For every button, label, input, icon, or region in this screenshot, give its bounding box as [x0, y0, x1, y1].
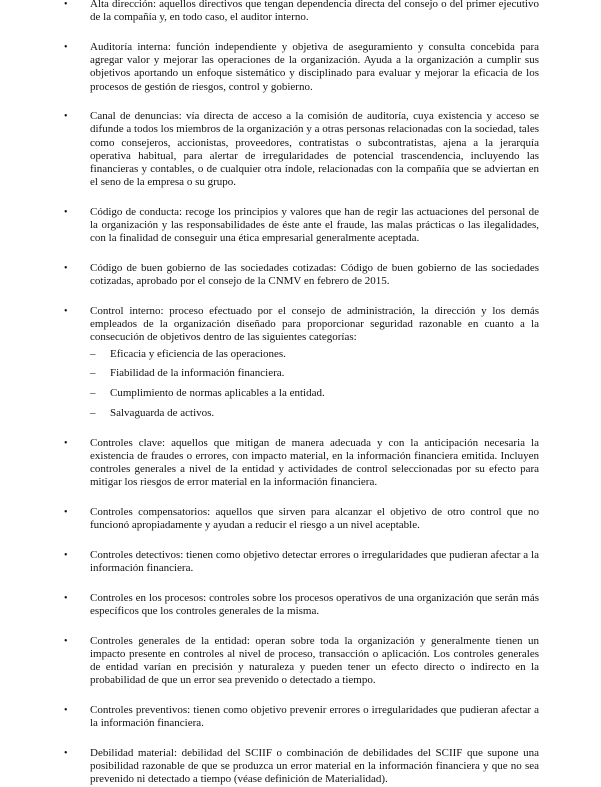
glossary-item-codigo-buen-gobierno — [64, 262, 539, 288]
sub-list-text: Fiabilidad de la información financiera. — [110, 367, 285, 380]
glossary-text: Controles preventivos: tienen como objetivo prevenir errores o irregularidades que pudieran afectar a la información financiera. — [90, 704, 539, 730]
bullet-icon: • — [64, 41, 68, 53]
sub-list-text: Salvaguarda de activos. — [110, 406, 215, 419]
bullet-icon: • — [64, 635, 68, 647]
bullet-icon: • — [64, 111, 68, 123]
dash-icon: – — [90, 406, 96, 419]
sub-list-text: Eficacia y eficiencia de las operaciones. — [110, 347, 286, 360]
glossary-text: Controles clave: aquellos que mitigan de manera adecuada y con la anticipación necesaria la existencia de fraudes o errores, con impacto material, en la información financiera emitida. Incluyen controles generales a nivel de la entidad y actividades de control seleccionadas por su efecto para mitigar los riesgos de error material en la información financiera. — [90, 436, 539, 489]
glossary-item-controles-clave — [64, 436, 539, 490]
control-interno-categories — [90, 348, 539, 421]
glossary-item-controles-generales — [64, 634, 539, 688]
bullet-icon: • — [64, 206, 68, 218]
sub-list-item — [90, 348, 539, 361]
bullet-icon: • — [64, 705, 68, 716]
glossary-item-alta-direccion — [64, 0, 539, 24]
glossary-text: Alta dirección: aquellos directivos que tengan dependencia directa del consejo o del primer ejecutivo de la compañía y, en todo caso, el auditor interno. — [90, 0, 539, 24]
glossary-item-debilidad-material — [64, 746, 539, 787]
bullet-icon: • — [64, 305, 68, 317]
glossary-item-controles-preventivos — [64, 704, 539, 730]
sub-list-item — [90, 367, 539, 380]
sub-list-item — [90, 387, 539, 400]
glossary-text: Auditoría interna: función independiente y objetiva de aseguramiento y consulta concebida para agregar valor y mejorar las operaciones de la organización. Ayuda a la organización a cumplir sus objetivos aportando un enfoque sistemático y disciplinado para evaluar y mejorar la eficacia de los procesos de gestión de riesgos, control y gobierno. — [90, 40, 539, 93]
sub-list-text: Cumplimiento de normas aplicables a la entidad. — [110, 387, 325, 400]
bullet-icon: • — [64, 549, 68, 561]
glossary-item-controles-compensatorios — [64, 505, 539, 532]
glossary-text: Debilidad material: debilidad del SCIIF o combinación de debilidades del SCIIF que supone una posibilidad razonable de que se produzca un error material en la información financiera y que no sea prevenido ni detectado a tiempo (véase definición de Materialidad). — [90, 746, 539, 786]
bullet-icon: • — [64, 263, 68, 275]
bullet-icon: • — [64, 437, 68, 449]
glossary-item-codigo-de-conducta — [64, 205, 539, 246]
glossary-text: Código de buen gobierno de las sociedades cotizadas: Código de buen gobierno de las sociedades cotizadas, aprobado por el consejo de la CNMV en febrero de 2015. — [90, 262, 539, 288]
bullet-icon: • — [64, 506, 68, 518]
dash-icon: – — [90, 367, 96, 380]
glossary-list — [64, 0, 539, 787]
dash-icon: – — [90, 387, 96, 400]
glossary-text: Código de conducta: recoge los principios y valores que han de regir las actuaciones del personal de la organización y las responsabilidades de éste ante el fraude, las malas prácticas o las ilegalidades, con la finalidad de conseguir una ética empresarial generalmente aceptada. — [90, 205, 539, 245]
glossary-item-controles-detectivos — [64, 548, 539, 575]
dash-icon: – — [90, 347, 96, 360]
glossary-item-auditoria-interna — [64, 40, 539, 94]
sub-list-item — [90, 407, 539, 420]
glossary-text: Controles compensatorios: aquellos que sirven para alcanzar el objetivo de otro control que no funcionó apropiadamente y ayudan a reducir el riesgo a un nivel aceptable. — [90, 505, 539, 532]
glossary-text: Control interno: proceso efectuado por el consejo de administración, la dirección y los demás empleados de la organización diseñado para proporcionar seguridad razonable en cuanto a la consecución de objetivos dentro de las siguientes categorías: — [90, 304, 539, 344]
glossary-text: Canal de denuncias: vía directa de acceso a la comisión de auditoría, cuya existencia y acceso se difunde a todos los miembros de la organización y a otras personas relacionadas con la sociedad, tales como consejeros, accionistas, proveedores, contratistas o subcontratistas, ajena a la jerarquía operativa habitual, para alertar de irregularidades de potencial trascendencia, incluyendo las financieras y contables, o de cualquier otra índole, relacionadas con la compañía que se adviertan en el seno de la empresa o su grupo. — [90, 110, 539, 189]
bullet-icon: • — [64, 592, 68, 604]
glossary-text: Controles generales de la entidad: operan sobre toda la organización y generalmente tienen un impacto presente en controles al nivel de proceso, transacción o aplicación. Los controles generales de entidad varían en precisión y naturaleza y pueden tener un efecto directo o indirecto en la probabilidad de que un error sea prevenido o detectado a tiempo. — [90, 634, 539, 687]
glossary-item-controles-procesos — [64, 591, 539, 618]
bullet-icon: • — [64, 747, 68, 759]
glossary-text: Controles detectivos: tienen como objetivo detectar errores o irregularidades que pudieran afectar a la información financiera. — [90, 548, 539, 575]
bullet-icon: • — [64, 0, 68, 10]
glossary-item-control-interno — [64, 304, 539, 420]
glossary-text: Controles en los procesos: controles sobre los procesos operativos de una organización que serán más específicos que los controles generales de la misma. — [90, 591, 539, 617]
glossary-item-canal-de-denuncias — [64, 110, 539, 189]
